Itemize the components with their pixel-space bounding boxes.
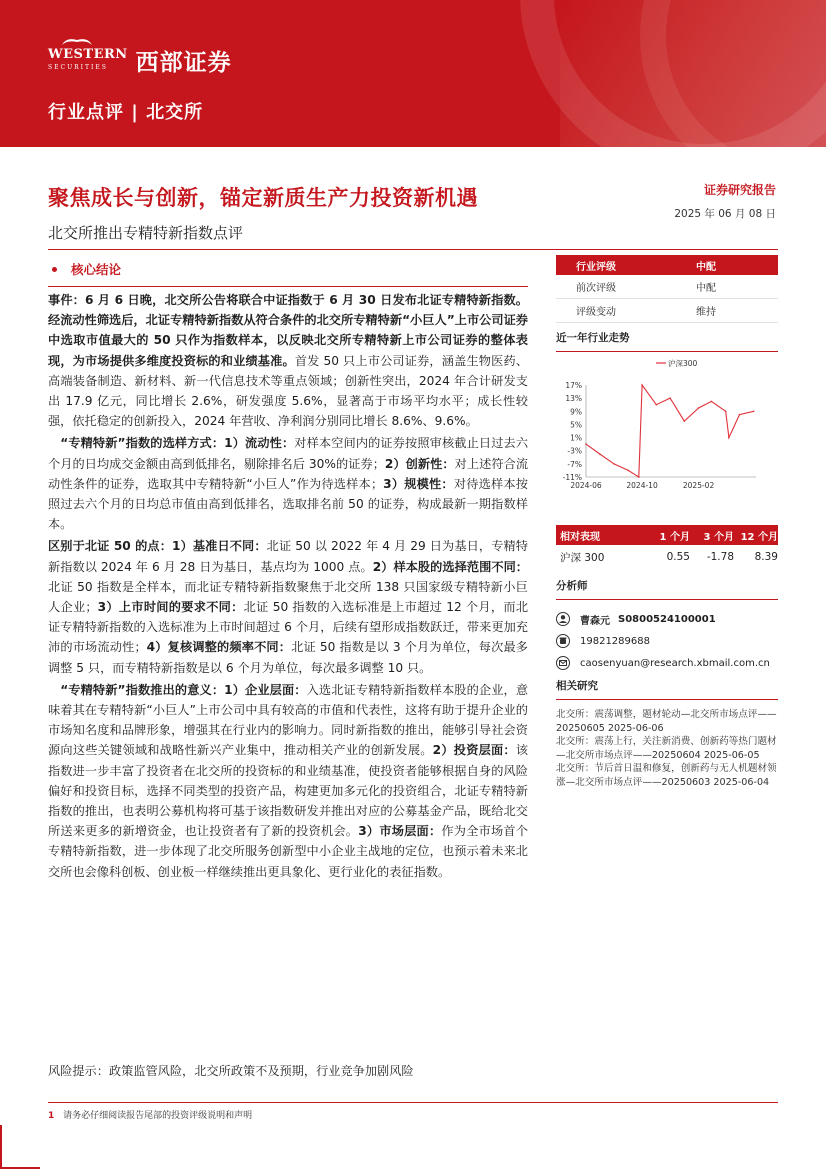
industry-trend-chart — [556, 355, 778, 505]
paragraph-significance — [48, 680, 528, 882]
perf-12m: 8.39 — [754, 551, 778, 563]
report-subtitle: 北交所推出专精特新指数点评 — [48, 224, 244, 242]
y-tick-label: 5% — [570, 420, 582, 430]
difference-scope-label: 2）样本股的选择范围不同： — [372, 559, 528, 574]
event-detail: 首发 50 只上市公司证券，涵盖生物医药、高端装备制造、新材料、新一代信息技术等重点领域；创新性突出，2024 年合计研发支出 17.9 亿元，同比增长 2.6%，研发强度 5.6%，显著高于市场平均水平；成长性较强，依托稳定的创新投入，2024 年营收、净利润分别同比增长 8.6%、9.6%。 — [48, 353, 529, 429]
performance-row — [556, 545, 778, 569]
data-point — [599, 453, 601, 455]
rating-header-value: 中配 — [696, 261, 716, 273]
data-point — [711, 401, 713, 403]
report-category: 行业点评 | 北交所 — [48, 102, 204, 123]
legend-label: 沪深300 — [668, 359, 698, 368]
related-label: 相关研究 — [556, 680, 598, 692]
related-list — [556, 708, 778, 789]
analyst-email[interactable]: caosenyuan@research.xbmail.com.cn — [580, 657, 770, 669]
rating-label: 前次评级 — [576, 283, 616, 294]
rating-value: 中配 — [696, 283, 716, 294]
page-number: 1 — [48, 1111, 55, 1121]
related-item[interactable]: 北交所：震荡调整，题材轮动—北交所市场点评——20250605 2025-06-06 — [556, 709, 777, 734]
analyst-label: 分析师 — [556, 580, 588, 592]
y-tick-label: 17% — [565, 381, 582, 390]
data-point — [725, 411, 727, 413]
significance-market: 作为全市场首个专精特新指数，进一步体现了北交所服务创新型中小企业主战地的定位，也预示着未来北交所也会像科创板、创业板一样继续推出更具象化、更行业化的表征指数。 — [48, 824, 529, 879]
data-point — [641, 384, 643, 386]
data-point — [656, 404, 658, 406]
data-point — [628, 470, 630, 472]
selection-heading: “专精特新”指数的选样方式：1）流动性： — [60, 436, 295, 451]
page-footer — [48, 1108, 252, 1121]
phone-icon — [556, 634, 570, 648]
analyst-name: 曹森元 — [580, 615, 610, 627]
report-title: 聚焦成长与创新，锚定新质生产力投资新机遇 — [48, 186, 478, 210]
divider — [48, 286, 528, 287]
data-point — [638, 476, 640, 478]
rating-table — [556, 255, 778, 323]
company-logo — [48, 44, 232, 77]
report-date: 2025 年 06 月 08 日 — [674, 208, 776, 220]
significance-heading: “专精特新”指数推出的意义：1）企业层面： — [60, 682, 307, 697]
paragraph-difference — [48, 536, 528, 677]
performance-header-row — [556, 525, 778, 545]
analyst-section — [556, 578, 778, 674]
rating-value: 维持 — [696, 307, 716, 318]
event-summary: 事件：6 月 6 日晚，北交所公告将联合中证指数于 6 月 30 日发布北证专精特新指数。经流动性筛选后，北证专精特新指数从符合条件的北交所专精特新“小巨人”上市公司证券中选取市值最大的 50 只作为指数样本，以反映北交所专精特新上市公司证券的整体表现，为市场提供多维度投资标的和业绩基准。 — [48, 293, 528, 368]
data-point — [698, 407, 700, 409]
rating-header-label: 行业评级 — [576, 261, 616, 273]
selection-liquidity: 对样本空间内的证券按照审核截止日过去六个月的日均成交金额由高到低排名，剔除排名后 30%的证券； — [48, 436, 529, 471]
y-tick-label: 13% — [565, 394, 582, 404]
divider — [556, 699, 778, 700]
perf-header: 1 个月 — [659, 531, 690, 543]
core-conclusion-heading — [48, 260, 528, 278]
corner-decoration — [0, 1125, 2, 1169]
logo-chinese: 西部证券 — [135, 50, 232, 76]
bullet-icon — [52, 267, 57, 272]
footer-disclaimer: 请务必仔细阅读报告尾部的投资评级说明和声明 — [63, 1111, 253, 1121]
core-conclusion-section — [48, 260, 528, 287]
person-icon — [556, 612, 570, 626]
difference-heading: 区别于北证 50 的点：1）基准日不同： — [48, 539, 267, 554]
banner-decoration — [560, 0, 826, 147]
analyst-email-row — [556, 652, 778, 674]
y-tick-label: -3% — [567, 446, 582, 456]
report-type: 证券研究报告 — [703, 183, 776, 197]
trend-section — [556, 330, 778, 352]
divider — [556, 599, 778, 600]
trend-label: 近一年行业走势 — [556, 332, 630, 344]
analyst-phone: 19821289688 — [580, 635, 650, 647]
difference-review: 北证 50 指数是以 3 个月为单位，每次最多调整 5 只，而专精特新指数是以 6 个月为单位，每次最多调整 10 只。 — [48, 640, 528, 675]
rating-row — [556, 299, 778, 323]
divider — [556, 351, 778, 352]
perf-1m: 0.55 — [666, 551, 690, 563]
related-item[interactable]: 北交所：节后首日温和修复，创新药与无人机题材领涨—北交所市场点评——20250603 2025-06-04 — [556, 763, 777, 788]
perf-header: 12 个月 — [740, 531, 778, 543]
x-tick-label: 2024-10 — [626, 481, 658, 490]
difference-scope: 北证 50 指数是全样本，而北证专精特新指数聚焦于北交所 138 只国家级专精特新小巨人企业； — [48, 579, 528, 615]
perf-header: 相对表现 — [560, 531, 600, 543]
analyst-name-row — [556, 608, 778, 630]
related-research-section — [556, 678, 778, 789]
difference-review-label: 4）复核调整的频率不同： — [146, 640, 292, 655]
paragraph-event — [48, 290, 528, 431]
data-point — [739, 414, 741, 416]
analyst-cert-number: S0800524100001 — [618, 613, 716, 625]
divider — [48, 249, 778, 250]
data-point — [585, 443, 587, 445]
difference-base-date: 北证 50 以 2022 年 4 月 29 日为基日，专精特新指数以 2024 年 6 月 28 日为基日，基点均为 1000 点。 — [48, 539, 528, 574]
core-heading-label: 核心结论 — [71, 262, 122, 277]
x-tick-label: 2024-06 — [570, 481, 602, 490]
analyst-phone-row — [556, 630, 778, 652]
significance-investment-label: 2）投资层面： — [432, 743, 516, 758]
rating-row — [556, 275, 778, 299]
y-tick-label: 1% — [570, 433, 582, 443]
header-banner — [0, 0, 826, 147]
report-body — [48, 290, 528, 884]
y-tick-label: -11% — [562, 473, 582, 482]
selection-scale-label: 3）规模性： — [383, 476, 454, 491]
paragraph-selection — [48, 433, 528, 534]
y-tick-label: -7% — [567, 459, 582, 469]
x-tick-label: 2025-02 — [682, 481, 715, 490]
data-point — [728, 437, 730, 439]
significance-investment: 该指数进一步丰富了投资者在北交所的投资标的和业绩基准，使投资者能够根据自身的风险偏好和投资目标，选择不同类型的投资产品，构建更加多元化的投资组合，北证专精特新指数的推出，也表明公募机构将可基于该指数研发并推出对应的公募基金产品，既给北交所送来更多的新增资金，也让投资者有了新的投资机会。 — [48, 743, 529, 839]
significance-market-label: 3）市场层面： — [358, 824, 442, 839]
related-item[interactable]: 北交所：震荡上行，关注新消费、创新药等热门题材—北交所市场点评——20250604 2025-06-05 — [556, 736, 777, 761]
perf-index-name: 沪深 300 — [560, 551, 605, 564]
email-icon — [556, 656, 570, 670]
logo-english: WESTERN SECURITIES — [48, 46, 128, 71]
perf-header: 3 个月 — [703, 531, 734, 543]
y-tick-label: 9% — [570, 407, 582, 417]
difference-listing: 北证 50 指数的入选标准是上市超过 12 个月，而北证专精特新指数的入选标准为上市时间超过 6 个月，后续有望形成指数跃迁，带来更加充沛的市场流动性； — [48, 600, 529, 655]
data-point — [669, 397, 671, 399]
data-point — [684, 420, 686, 422]
selection-innovation-label: 2）创新性： — [384, 456, 455, 471]
difference-listing-label: 3）上市时间的要求不同： — [97, 600, 244, 615]
bull-horn-icon — [60, 36, 94, 46]
rating-header-row — [556, 255, 778, 275]
significance-enterprise: 入选北证专精特新指数样本股的企业，意味着其在专精特新“小巨人”上市公司中具有较高的市值和代表性，这将有助于提升企业的市场知名度和品牌形象，增强其在行业内的影响力。同时新指数的推出，能够引导社会资源向这些关键领域和战略性新兴产业集中，推动相关产业的创新发展。 — [48, 682, 529, 758]
rating-label: 评级变动 — [576, 307, 616, 318]
risk-warning: 风险提示：政策监管风险，北交所政策不及预期，行业竞争加剧风险 — [48, 1064, 414, 1078]
data-point — [753, 411, 755, 413]
selection-innovation: 对上述符合流动性条件的证券，选取其中专精特新“小巨人”作为待选样本； — [48, 456, 529, 491]
perf-3m: -1.78 — [706, 551, 734, 563]
performance-table — [556, 525, 778, 569]
selection-scale: 对待选样本按照过去六个月的日均总市值由高到低排名，选取排名前 50 的证券，构成最新一期指数样本。 — [48, 476, 528, 532]
data-point — [613, 463, 615, 465]
divider — [48, 1102, 778, 1103]
